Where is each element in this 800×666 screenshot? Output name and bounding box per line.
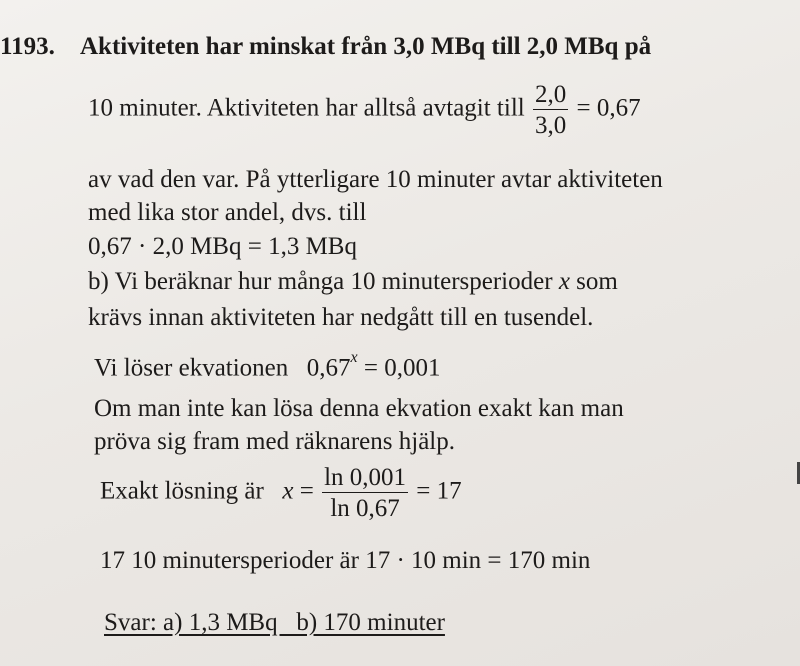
variable-x-solution: x: [282, 477, 294, 505]
line-2: [88, 82, 641, 138]
equation-exponent: x: [350, 349, 358, 366]
fraction-denominator: 3,0: [534, 112, 567, 139]
line-10: pröva sig fram med räknarens hjälp.: [94, 428, 455, 455]
equation-base: 0,67: [306, 354, 351, 382]
line-11-text: Exakt lösning är: [100, 477, 264, 505]
answer-line: Svar: a) 1,3 MBq b) 170 minuter: [104, 609, 445, 636]
line-11: [100, 465, 462, 521]
line-6-b: som: [576, 268, 618, 295]
fraction-log: [322, 465, 408, 521]
log-denominator: ln 0,67: [330, 495, 400, 522]
line-2-text: 10 minuter. Aktiviteten har alltså avtagit till: [88, 94, 525, 122]
fraction-numerator: 2,0: [534, 81, 567, 108]
line-3: av vad den var. På ytterligare 10 minuter avtar aktiviteten: [88, 166, 663, 193]
line-12: 17 10 minutersperioder är 17 · 10 min = 170 min: [100, 547, 591, 574]
problem-header: [0, 34, 651, 59]
line-8-text: Vi löser ekvationen: [94, 354, 289, 382]
equation-rhs: = 0,001: [363, 354, 441, 382]
line-7: krävs innan aktiviteten har nedgått till en tusendel.: [88, 304, 594, 331]
equals-sign: =: [299, 477, 314, 505]
line-1: Aktiviteten har minskat från 3,0 MBq till 2,0 MBq på: [80, 33, 652, 60]
line-8: [94, 349, 441, 382]
line-9: Om man inte kan lösa denna ekvation exakt kan man: [94, 395, 624, 422]
variable-x: x: [558, 268, 570, 295]
log-numerator: ln 0,001: [324, 464, 407, 491]
fraction-activity: [533, 82, 568, 138]
line-4: med lika stor andel, dvs. till: [88, 199, 367, 226]
line-5: 0,67 · 2,0 MBq = 1,3 MBq: [88, 233, 357, 260]
line-6: [88, 269, 618, 294]
log-result: = 17: [416, 477, 462, 505]
fraction-result: = 0,67: [576, 94, 641, 122]
line-6-a: b) Vi beräknar hur många 10 minutersperioder: [88, 268, 553, 295]
problem-number: 1193.: [0, 33, 55, 60]
